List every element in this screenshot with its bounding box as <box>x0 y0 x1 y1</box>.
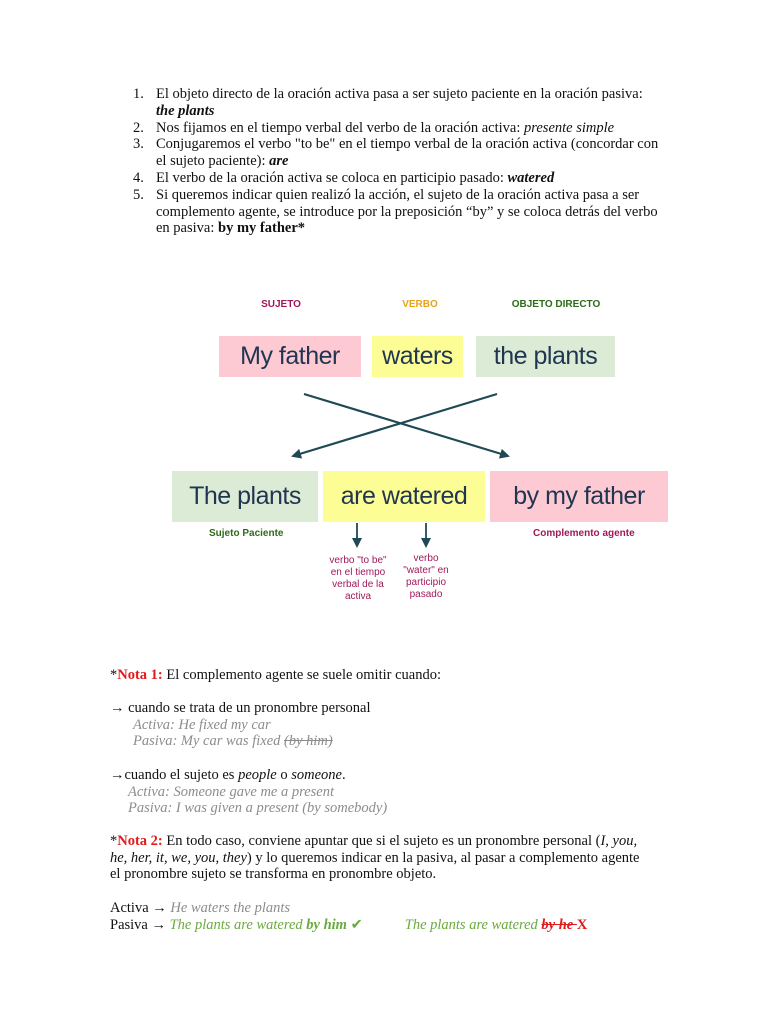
step-5 <box>133 187 663 237</box>
step-2 <box>133 120 663 137</box>
arrow-icon: → <box>152 900 167 916</box>
example-pasiva-line: Pasiva → The plants are watered by him ✔ The plants are watered by he X <box>110 916 588 933</box>
nota-1-title: Nota 1: <box>117 667 163 683</box>
arrow-icon: → <box>151 916 166 933</box>
nota-1-case-1: → cuando se trata de un pronombre personal Activa: He fixed my car Pasiva: My car was fixed (by him) <box>110 700 670 750</box>
example-pasiva: Pasiva: My car was fixed (by him) <box>133 733 333 749</box>
passive-verb-box: are watered <box>323 471 485 522</box>
example-activa: Activa: Someone gave me a present <box>128 783 335 800</box>
nota-2: *Nota 2: En todo caso, conviene apuntar que si el sujeto es un pronombre personal (I, you, he, her, it, we, you, they) y lo queremos indicar en la pasiva, al pasar a complemento agente el pronombre sujeto se transforma en pronombre objeto. <box>110 833 640 882</box>
note-water: verbo "water" en participio pasado <box>403 553 449 600</box>
label-objeto-directo: OBJETO DIRECTO <box>511 299 601 310</box>
label-sujeto-paciente: Sujeto Paciente <box>209 528 284 539</box>
passive-agent-box: by my father <box>490 471 668 522</box>
example-pasiva: Pasiva: I was given a present (by somebody) <box>128 800 388 816</box>
step-4 <box>133 170 663 187</box>
step-text: El objeto directo de la oración activa pasa a ser sujeto paciente en la oración pasiva: <box>156 86 643 102</box>
step-text: El verbo de la oración activa se coloca en participio pasado: <box>156 169 508 186</box>
example-block <box>110 900 710 933</box>
passive-subject-box: The plants <box>172 471 318 522</box>
step-number: 2. <box>133 119 144 136</box>
step-3 <box>133 136 663 170</box>
note-to-be: verbo "to be" en el tiempo verbal de la activa <box>329 555 387 602</box>
label-complemento-agente: Complemento agente <box>533 528 635 539</box>
step-text: Nos fijamos en el tiempo verbal del verbo de la oración activa: <box>156 119 525 136</box>
active-subject-box: My father <box>219 336 361 377</box>
arrow-icon: → <box>110 767 125 783</box>
nota-1 <box>110 667 670 684</box>
nota-2-title: Nota 2: <box>117 833 163 849</box>
cross-icon: X <box>576 916 588 933</box>
nota-1-case-2: →cuando el sujeto es people o someone. Activa: Someone gave me a present Pasiva: I was given a present (by somebody) <box>110 767 670 817</box>
step-number: 1. <box>133 86 144 102</box>
arrow-icon: → <box>110 700 125 716</box>
arrow-subject-to-agent <box>304 394 508 456</box>
nota-1-heading: *Nota 1: El complemento agente se suele omitir cuando: <box>110 667 441 683</box>
step-text: Conjugaremos el verbo "to be" en el tiempo verbal de la oración activa (concordar con el sujeto paciente): <box>156 136 659 170</box>
step-text: Si queremos indicar quien realizó la acción, el sujeto de la oración activa pasa a ser complemento agente, se introduce por la preposición “by” y se coloca detrás del verbo en pasiva: <box>156 186 658 237</box>
example-activa: Activa: He fixed my car <box>133 716 271 733</box>
step-highlight: the plants <box>156 102 215 119</box>
step-highlight: by my father* <box>218 220 306 237</box>
step-number: 4. <box>133 169 144 186</box>
example-activa-line: Activa → He waters the plants <box>110 900 291 916</box>
passive-voice-diagram <box>0 290 768 620</box>
step-number: 5. <box>133 186 144 203</box>
active-verb-box: waters <box>372 336 463 377</box>
step-number: 3. <box>133 136 144 153</box>
label-sujeto: SUJETO <box>261 299 301 310</box>
step-highlight: presente simple <box>524 119 615 136</box>
check-icon: ✔ <box>350 916 363 933</box>
step-highlight: watered <box>507 169 555 186</box>
steps-list <box>133 86 663 237</box>
step-1 <box>133 86 663 120</box>
arrow-object-to-subject <box>293 394 497 456</box>
step-highlight: are <box>269 153 289 170</box>
active-object-box: the plants <box>476 336 615 377</box>
label-verbo: VERBO <box>402 299 438 310</box>
